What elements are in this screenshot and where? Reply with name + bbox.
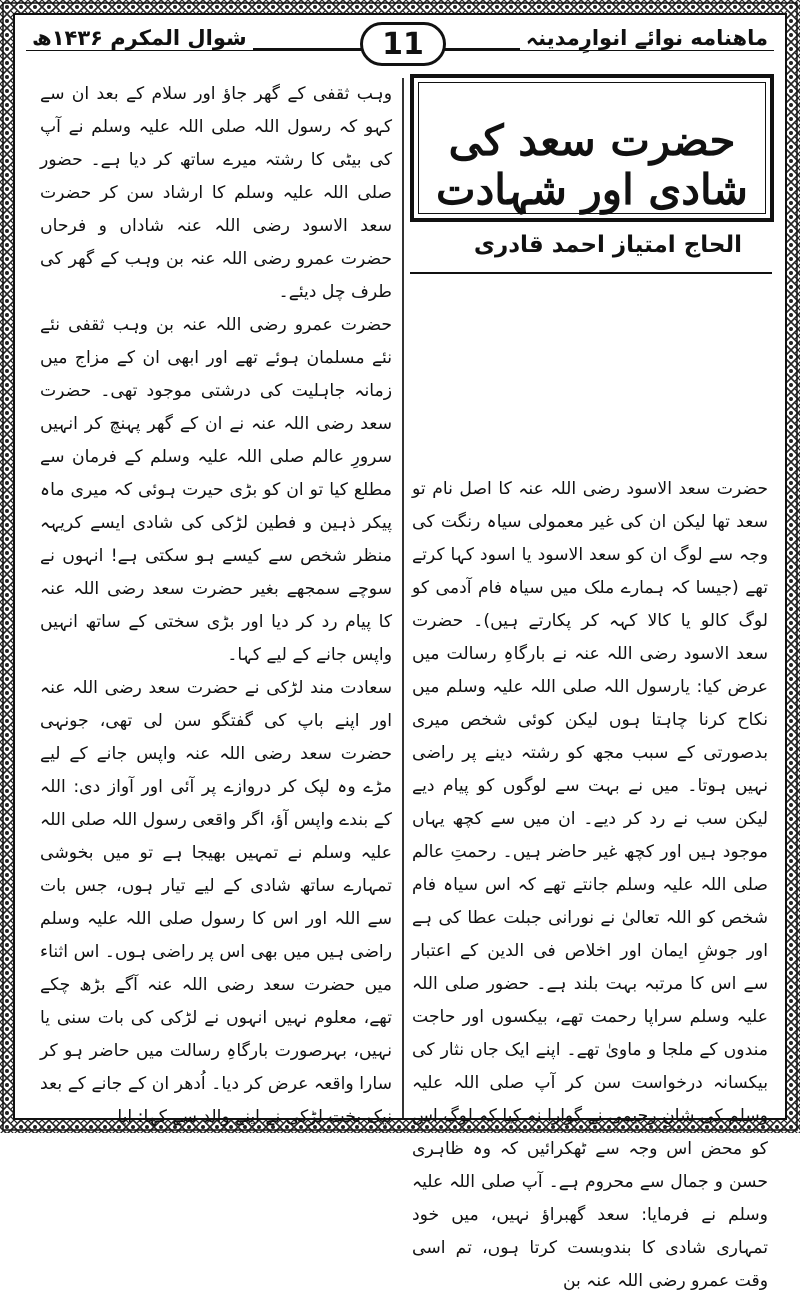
- paragraph: وہب ثقفی کے گھر جاؤ اور سلام کے بعد ان سے کہو کہ رسول اللہ صلی اللہ علیہ وسلم نے آپ کی بیٹی کا رشتہ میرے ساتھ کر دیا ہے۔ حضور صلی اللہ علیہ وسلم کا ارشاد سن کر حضرت سعد الاسود رضی اللہ عنہ شاداں و فرحاں حضرت عمرو رضی اللہ عنہ بن وہب کے گھر کی طرف چل دیئے۔: [40, 84, 392, 302]
- page-header: [26, 22, 774, 62]
- left-column: [40, 78, 392, 1134]
- author-underline: [410, 272, 772, 274]
- article-title: حضرت سعد کی شادی اور شہادت: [436, 116, 748, 214]
- paragraph: سعادت مند لڑکی نے حضرت سعد رضی اللہ عنہ اور اپنے باپ کی گفتگو سن لی تھی، جونہی حضرت سعد رضی اللہ عنہ واپس جانے کے لیے مڑے وہ لپک کر دروازے پر آئی اور آواز دی: اللہ کے بندے واپس آؤ، اگر واقعی رسول اللہ صلی اللہ علیہ وسلم نے تمہیں بھیجا ہے تو میں بخوشی تمہارے ساتھ شادی کے لیے تیار ہوں، جس بات سے اللہ اور اس کا رسول صلی اللہ علیہ وسلم راضی ہیں میں بھی اس پر راضی ہوں۔ اس اثناء میں حضرت سعد رضی اللہ عنہ آگے بڑھ چکے تھے، معلوم نہیں انہوں نے لڑکی کی بات سنی یا نہیں، بہرصورت بارگاہِ رسالت میں حاضر ہو کر سارا واقعہ عرض کر دیا۔ اُدھر ان کے جانے کے بعد نیک بخت لڑکی نے اپنے والد سے کہا: ابا: [40, 678, 392, 1127]
- column-divider: [402, 78, 404, 1118]
- article-title-box: [410, 74, 774, 222]
- page-number: 11: [360, 22, 446, 66]
- magazine-name: ماهنامه نوائے انوارِمدینہ: [520, 26, 774, 50]
- issue-date: شوال المکرم ۱۴۳۶ھ: [26, 26, 253, 50]
- paragraph: حضرت عمرو رضی اللہ عنہ بن وہب ثقفی نئے نئے مسلمان ہوئے تھے اور ابھی ان کے مزاج میں زمانہ جاہلیت کی درشتی موجود تھی۔ حضرت سعد رضی اللہ عنہ نے ان کے گھر پہنچ کر انہیں سرورِ عالم صلی اللہ علیہ وسلم کے فرمان سے مطلع کیا تو ان کو بڑی حیرت ہوئی کہ میری ماہ پیکر ذہین و فطین لڑکی کی شادی ایسے کریہہ منظر شخص سے کیسے ہو سکتی ہے! انہوں نے سوچے سمجھے بغیر حضرت سعد رضی اللہ عنہ کا پیام رد کر دیا اور بڑی سختی کے ساتھ انہیں واپس جانے کے لیے کہا۔: [40, 315, 392, 665]
- paragraph: حضرت سعد الاسود رضی اللہ عنہ کا اصل نام تو سعد تھا لیکن ان کی غیر معمولی سیاہ رنگت کی وجہ سے لوگ ان کو سعد الاسود یا اسود کہا کرتے تھے (جیسا کہ ہمارے ملک میں سیاہ فام آدمی کو لوگ کالو یا کالا کہہ کر پکارتے ہیں)۔ حضرت سعد الاسود رضی اللہ عنہ نے بارگاہِ رسالت میں عرض کیا: یارسول اللہ صلی اللہ علیہ وسلم میں نکاح کرنا چاہتا ہوں لیکن کوئی شخص میری بدصورتی کے سبب مجھ کو رشتہ دینے پر راضی نہیں ہوتا۔ میں نے بہت سے لوگوں کو پیام دیے لیکن سب نے رد کر دیے۔ ان میں سے کچھ یہاں موجود ہیں اور کچھ غیر حاضر ہیں۔ رحمتِ عالم صلی اللہ علیہ وسلم جانتے تھے کہ اس سیاہ فام شخص کو اللہ تعالیٰ نے نورانی جبلت عطا کی ہے اور جوشِ ایمان اور اخلاص فی الدین کے اعتبار سے اس کا مرتبہ بہت بلند ہے۔ حضور صلی اللہ علیہ وسلم سراپا رحمت تھے، بیکسوں اور حاجت مندوں کے ملجا و ماویٰ تھے۔ اپنے ایک جاں نثار کی بیکسانہ درخواست سن کر آپ صلی اللہ علیہ وسلم کی شانِ رحیمی نے گوارا نہ کیا کہ لوگ اس کو محض اس وجہ سے ٹھکرائیں کہ وہ ظاہری حسن و جمال سے محروم ہے۔ آپ صلی اللہ علیہ وسلم نے فرمایا: سعد گھبراؤ نہیں، میں خود تمہاری شادی کا بندوبست کرتا ہوں، تم اسی وقت عمرو رضی اللہ عنہ بن: [412, 479, 768, 1291]
- right-column: [412, 473, 768, 1298]
- article-author: الحاج امتیاز احمد قادری: [473, 232, 742, 258]
